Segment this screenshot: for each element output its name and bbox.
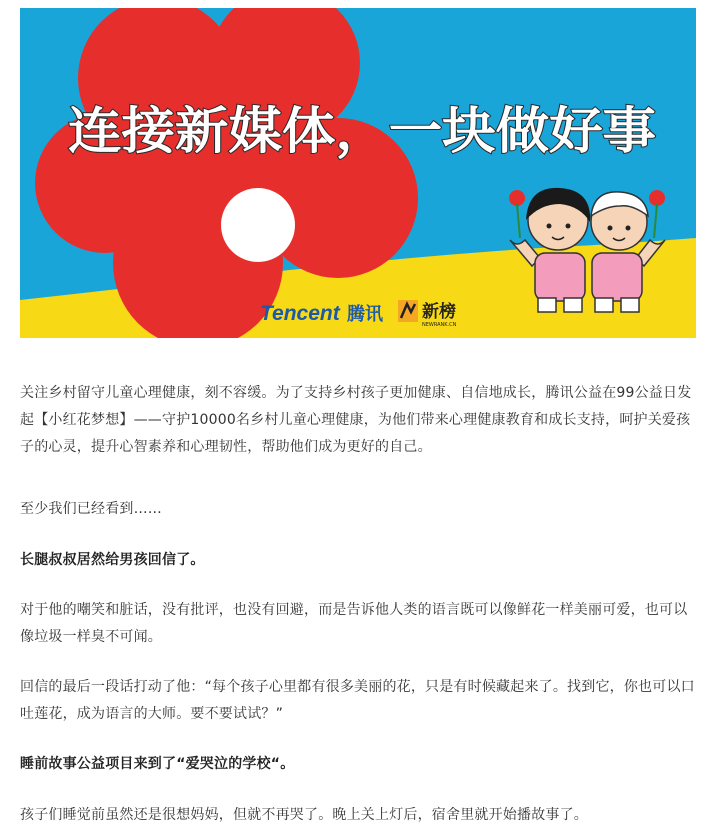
tencent-logo-cn: 腾讯 [347,304,383,325]
article-paragraph: 回信的最后一段话打动了他：“每个孩子心里都有很多美丽的花，只是有时候藏起来了。找到它，你也可以口吐莲花，成为语言的大师。要不要试试？” [20,679,695,722]
tencent-logo [260,302,384,325]
article-paragraph: 关注乡村留守儿童心理健康，刻不容缓。为了支持乡村孩子更加健康、自信地成长，腾讯公益在99公益日发起【小红花梦想】——守护10000名乡村儿童心理健康，为他们带来心理健康教育和成长支持，呵护关爱孩子的心灵，提升心智素养和心理韧性，帮助他们成为更好的自己。 [20,385,692,455]
banner-illustration [20,8,696,338]
article-paragraph-bold: 睡前故事公益项目来到了“爱哭泣的学校“。 [20,756,295,772]
article-paragraph: 孩子们睡觉前虽然还是很想妈妈，但就不再哭了。晚上关上灯后，宿舍里就开始播故事了。 [20,807,588,823]
banner-title: 连接新媒体，一块做好事 [68,102,656,160]
article-paragraph: 至少我们已经看到…… [20,501,162,517]
newrank-logo-cn: 新榜 [422,302,456,322]
tencent-logo-en: Tencent [260,302,340,325]
article-paragraph-bold: 长腿叔叔居然给男孩回信了。 [20,552,205,568]
newrank-logo-en: NEWRANK.CN [422,322,457,328]
banner-image [20,8,696,338]
article-paragraph: 对于他的嘲笑和脏话，没有批评，也没有回避，而是告诉他人类的语言既可以像鲜花一样美丽可爱，也可以像垃圾一样臭不可闻。 [20,602,688,645]
